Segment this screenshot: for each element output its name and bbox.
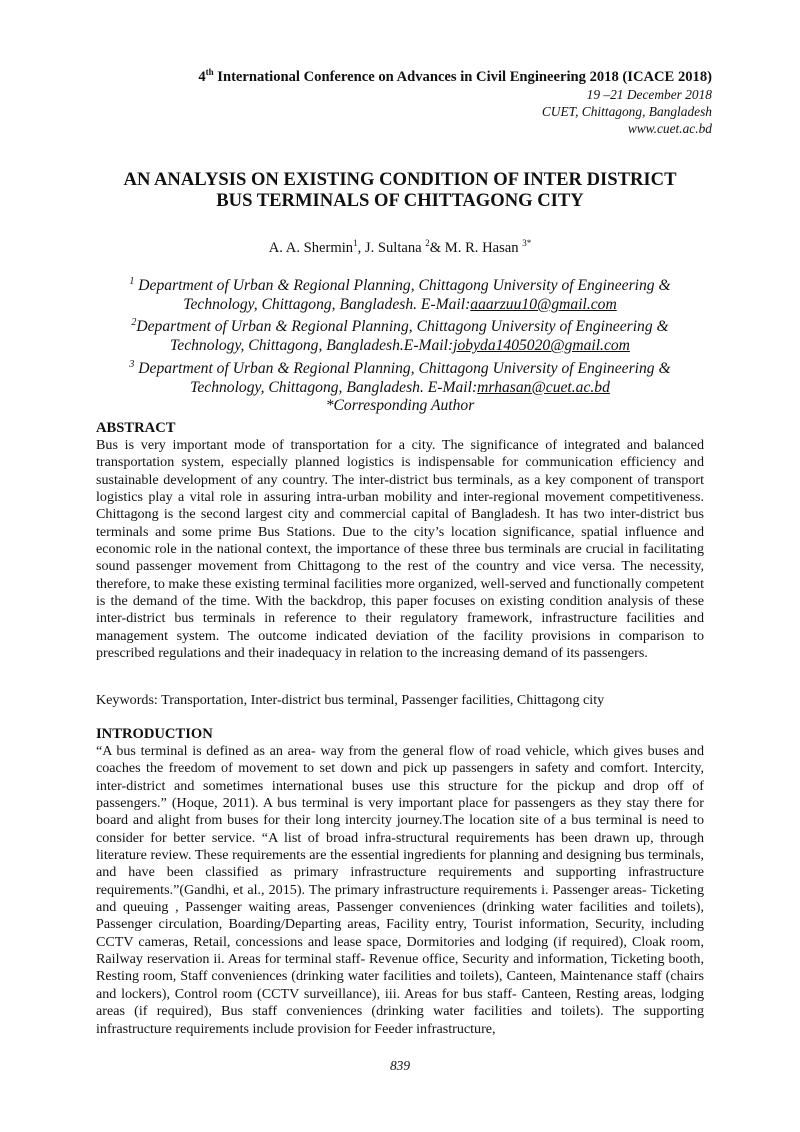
author-3-sup: 3* xyxy=(522,238,532,248)
affiliation-1 xyxy=(96,273,704,314)
abstract-heading: ABSTRACT xyxy=(96,420,176,436)
affiliation-1-line1: Department of Urban & Regional Planning, Chittagong University of Engineering & xyxy=(134,277,671,295)
keywords: Keywords: Transportation, Inter-district bus terminal, Passenger facilities, Chittagong city xyxy=(96,692,605,708)
conference-name: International Conference on Advances in Civil Engineering 2018 (ICACE 2018) xyxy=(213,68,712,85)
author-1: A. A. Shermin xyxy=(268,239,354,256)
affiliation-2-line1: Department of Urban & Regional Planning, Chittagong University of Engineering & xyxy=(136,318,669,336)
author-2-sup: 2 xyxy=(425,238,430,248)
affiliation-2 xyxy=(96,314,704,355)
affiliation-2-sup: 2 xyxy=(131,317,137,329)
introduction-text: “A bus terminal is defined as an area- way from the general flow of road vehicle, which gives buses and coaches the freedom of movement to set down and pick up passengers in safety and comfort. Intercity, inter-district and sometimes international buses use this structure for the pickup and drop off of passengers.” (Hoque, 2011). A bus terminal is very important place for passengers as they stay there for board and alight from buses for their long intercity journey.The location site of a bus terminal is need to consider for better service. “A list of broad infra-structural requirements has been drawn up, through literature review. These requirements are the essential ingredients for planning and designing bus terminals, and have been classified as primary infrastructure requirements and supporting infrastructure requirements.”(Gandhi, et al., 2015). The primary infrastructure requirements i. Passenger areas- Ticketing and queuing , Passenger waiting areas, Passenger conveniences (drinking water facilities and toilets), Passenger circulation, Boarding/Departing areas, Facility entry, Tourist information, Security, including CCTV cameras, Retail, concessions and lease space, Dormitories and lodging (if required), Cloak room, Railway reservation ii. Areas for terminal staff- Revenue office, Security and information, Ticketing booth, Resting room, Staff conveniences (drinking water facilities and toilets), Canteen, Maintenance staff (chairs and lockers), Control room (CCTV surveillance), iii. Areas for bus staff- Canteen, Resting areas, lodging areas (if required), Bus staff conveniences (drinking water facilities and toilets). The supporting infrastructure requirements include provision for Feeder infrastructure, xyxy=(96,743,704,1037)
abstract-section xyxy=(96,420,704,662)
conference-ordinal: th xyxy=(205,67,214,77)
keywords-section xyxy=(96,692,704,709)
affiliation-3-line1: Department of Urban & Regional Planning, Chittagong University of Engineering & xyxy=(134,359,671,377)
affiliations xyxy=(96,273,704,416)
affiliation-3-sup: 3 xyxy=(129,358,135,370)
affiliation-3-email[interactable]: mrhasan@cuet.ac.bd xyxy=(477,378,610,396)
title-line-2: BUS TERMINALS OF CHITTAGONG CITY xyxy=(216,190,584,211)
conference-website: www.cuet.ac.bd xyxy=(627,120,712,136)
conference-dates: 19 –21 December 2018 xyxy=(586,86,712,102)
conference-title xyxy=(152,64,712,86)
paper-title xyxy=(96,169,704,211)
page-number: 839 xyxy=(389,1058,411,1073)
affiliation-3-line2: Technology, Chittagong, Bangladesh. E-Mail: xyxy=(190,378,478,396)
introduction-heading: INTRODUCTION xyxy=(96,726,213,742)
author-2: , J. Sultana xyxy=(357,239,426,256)
affiliation-3 xyxy=(96,356,704,397)
conference-location: CUET, Chittagong, Bangladesh xyxy=(541,103,712,119)
corresponding-author: *Corresponding Author xyxy=(325,397,475,415)
conference-header xyxy=(152,64,712,137)
affiliation-2-email[interactable]: jobyda1405020@gmail.com xyxy=(453,337,630,355)
abstract-text: Bus is very important mode of transportation for a city. The significance of integrated and balanced transportation system, especially planned logistics is indispensable for communication efficiency and sustainable development of any country. The inter-district bus terminals, as a key component of transport logistics play a vital role in assuring intra-urban mobility and inter-regional movement competitiveness. Chittagong is the second largest city and commercial capital of Bangladesh. It has two inter-district bus terminals and some prime Bus Stations. Due to the city’s location significance, spatial influence and economic role in the national context, the importance of these three bus terminals are crucial in facilitating sound passenger movement from Chittagong to the rest of the country and vice versa. The necessity, therefore, to make these existing terminal facilities more organized, well-served and functionally competent is the demand of the time. With the backdrop, this paper focuses on existing condition analysis of these inter-district bus terminals in reference to their regulatory framework, infrastructure facilities and management system. The outcome indicated deviation of the facility provisions in comparison to prescribed regulations and their inadequacy in relation to the increasing demand of its passengers. xyxy=(96,437,704,662)
affiliation-1-line2: Technology, Chittagong, Bangladesh. E-Mail: xyxy=(183,295,471,313)
affiliation-2-line2: Technology, Chittagong, Bangladesh.E-Mail: xyxy=(170,337,454,355)
introduction-section xyxy=(96,726,704,1038)
author-1-sup: 1 xyxy=(353,238,358,248)
author-list xyxy=(96,238,704,257)
affiliation-1-email[interactable]: aaarzuu10@gmail.com xyxy=(470,295,617,313)
affiliation-1-sup: 1 xyxy=(129,276,135,287)
title-line-1: AN ANALYSIS ON EXISTING CONDITION OF INTER DISTRICT xyxy=(123,169,677,190)
author-3: & M. R. Hasan xyxy=(429,239,523,256)
conference-number: 4 xyxy=(198,68,206,85)
